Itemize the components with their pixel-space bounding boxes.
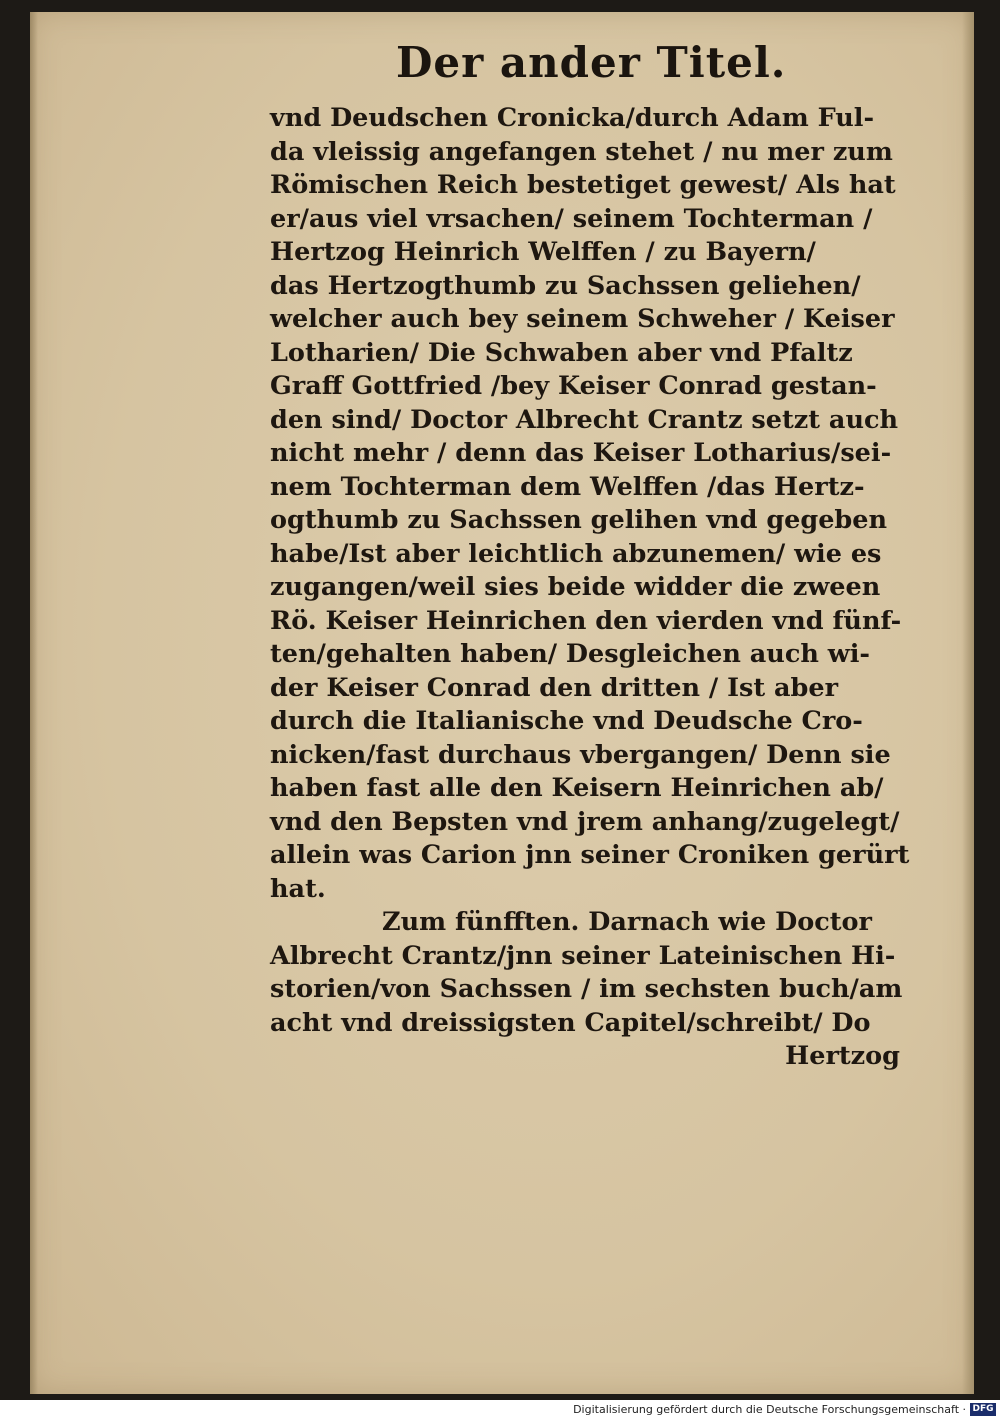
text-line: der Keiser Conrad den dritten / Ist aber bbox=[270, 672, 839, 703]
text-line: nicht mehr / denn das Keiser Lotharius/sei- bbox=[270, 438, 892, 468]
text-line: welcher auch bey seinem Schweher / Keiser bbox=[270, 304, 895, 334]
text-line: durch die Italianische vnd Deudsche Cro- bbox=[270, 706, 863, 736]
text-line: ten/gehalten haben/ Desgleichen auch wi- bbox=[270, 639, 870, 669]
text-line: das Hertzogthumb zu Sachssen geliehen/ bbox=[270, 270, 861, 301]
text-line: zugangen/weil sies beide widder die zween bbox=[270, 572, 881, 602]
text-line: Römischen Reich bestetiget gewest/ Als hat bbox=[270, 170, 896, 200]
dfg-logo: DFG bbox=[970, 1403, 996, 1416]
footer-bar bbox=[0, 1400, 1000, 1420]
text-line: vnd den Bepsten vnd jrem anhang/zugelegt/ bbox=[270, 806, 900, 837]
text-line: vnd Deudschen Cronicka/durch Adam Ful- bbox=[270, 103, 875, 133]
catchword: Hertzog bbox=[785, 1041, 900, 1071]
text-line: ogthumb zu Sachssen gelihen vnd gegeben bbox=[270, 505, 888, 535]
text-line: nicken/fast durchaus vbergangen/ Denn sie bbox=[270, 739, 891, 770]
text-line: den sind/ Doctor Albrecht Crantz setzt auch bbox=[270, 404, 899, 435]
text-line: nem Tochterman dem Welffen /das Hertz- bbox=[270, 471, 865, 502]
text-line: habe/Ist aber leichtlich abzunemen/ wie es bbox=[270, 538, 882, 569]
text-line: Albrecht Crantz/jnn seiner Lateinischen Hi- bbox=[270, 940, 896, 971]
page-edge-shadow-right bbox=[962, 12, 974, 1394]
text-line: Graff Gottfried /bey Keiser Conrad gestan- bbox=[270, 371, 877, 401]
running-head: Der ander Titel. bbox=[396, 38, 787, 87]
text-line: haben fast alle den Keisern Heinrichen ab/ bbox=[270, 773, 884, 803]
text-line: hat. bbox=[270, 873, 326, 904]
body-text bbox=[270, 102, 910, 1074]
text-line: Hertzog Heinrich Welffen / zu Bayern/ bbox=[270, 237, 816, 267]
text-line: Lotharien/ Die Schwaben aber vnd Pfaltz bbox=[270, 337, 853, 368]
text-line: er/aus viel vrsachen/ seinem Tochterman / bbox=[270, 203, 873, 234]
page-edge-shadow-left bbox=[30, 12, 38, 1394]
text-line: allein was Carion jnn seiner Croniken gerürt bbox=[270, 840, 910, 870]
funding-notice: Digitalisierung gefördert durch die Deutsche Forschungsgemeinschaft · bbox=[573, 1403, 966, 1416]
paragraph-start-line: Zum fünfften. Darnach wie Doctor bbox=[382, 907, 872, 937]
text-line: da vleissig angefangen stehet / nu mer zum bbox=[270, 136, 893, 167]
text-line: Rö. Keiser Heinrichen den vierden vnd fünf- bbox=[270, 605, 902, 636]
text-line: storien/von Sachssen / im sechsten buch/am bbox=[270, 974, 903, 1004]
text-line: acht vnd dreissigsten Capitel/schreibt/ Do bbox=[270, 1007, 871, 1038]
